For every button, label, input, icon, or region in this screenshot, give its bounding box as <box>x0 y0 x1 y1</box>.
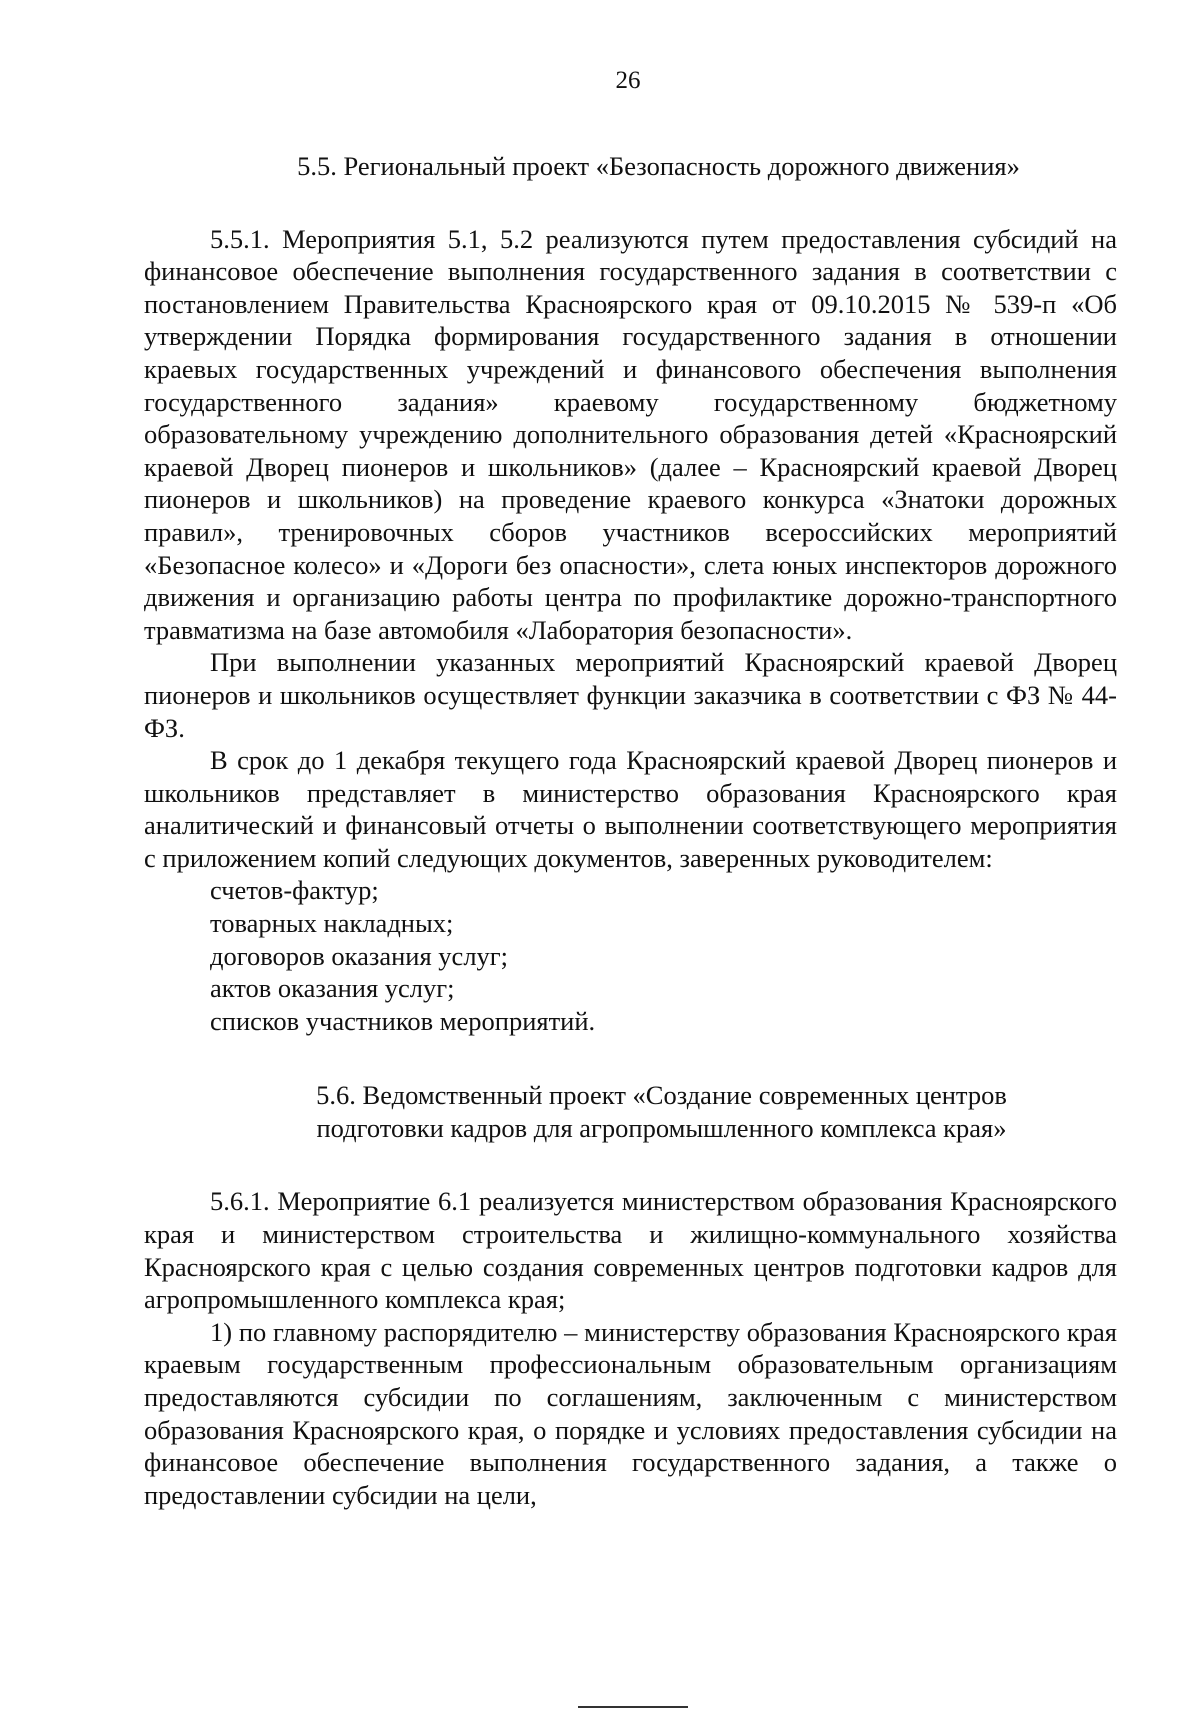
paragraph-reporting-deadline: В срок до 1 декабря текущего года Красноярский краевой Дворец пионеров и школьников представляет в министерство образования Красноярского края аналитический и финансовый отчеты о выполнении соответствующего мероприятия с приложением копий следующих документов, заверенных руководителем: <box>144 745 1117 873</box>
documents-list <box>144 874 1117 1037</box>
paragraph-5-5-1: 5.5.1. Мероприятия 5.1, 5.2 реализуются путем предоставления субсидий на финансовое обеспечение выполнения государственного задания в соответствии с постановлением Правительства Красноярского края от 09.10.2015 № 539-п «Об утверждении Порядка формирования государственного задания в отношении краевых государственных учреждений и финансового обеспечения выполнения государственного задания» краевому государственному бюджетному образовательному учреждению дополнительного образования детей «Красноярский краевой Дворец пионеров и школьников» (далее – Красноярский краевой Дворец пионеров и школьников) на проведение краевого конкурса «Знатоки дорожных правил», тренировочных сборов участников всероссийских мероприятий «Безопасное колесо» и «Дороги без опасности», слета юных инспекторов дорожного движения и организацию работы центра по профилактике дорожно-транспортного травматизма на базе автомобиля «Лаборатория безопасности». <box>144 223 1117 645</box>
document-body <box>144 150 1117 1511</box>
paragraph-customer-functions: При выполнении указанных мероприятий Красноярский краевой Дворец пионеров и школьников осуществляет функции заказчика в соответствии с ФЗ № 44-ФЗ. <box>144 647 1117 743</box>
list-item: счетов-фактур; <box>210 875 379 906</box>
list-item: товарных накладных; <box>210 908 454 939</box>
section-5-6-heading <box>144 1079 1117 1145</box>
list-item: договоров оказания услуг; <box>210 940 509 971</box>
list-item: списков участников мероприятий. <box>210 1005 596 1036</box>
section-5-6-heading-line-1: 5.6. Ведомственный проект «Создание современных центров <box>316 1080 1007 1111</box>
page-number: 26 <box>615 67 641 94</box>
list-item: актов оказания услуг; <box>210 973 455 1004</box>
footer-divider <box>578 1706 688 1708</box>
section-5-6-heading-line-2: подготовки кадров для агропромышленного комплекса края» <box>316 1113 1007 1144</box>
paragraph-5-6-1-item-1: 1) по главному распорядителю – министерству образования Красноярского края краевым государственным профессиональным образовательным организациям предоставляются субсидии по соглашениям, заключенным с министерством образования Красноярского края, о порядке и условиях предоставления субсидии на финансовое обеспечение выполнения государственного задания, а также о предоставлении субсидии на цели, <box>144 1316 1117 1510</box>
section-5-5-heading: 5.5. Региональный проект «Безопасность дорожного движения» <box>297 151 1020 181</box>
paragraph-5-6-1: 5.6.1. Мероприятие 6.1 реализуется министерством образования Красноярского края и министерством строительства и жилищно-коммунального хозяйства Красноярского края с целью создания современных центров подготовки кадров для агропромышленного комплекса края; <box>144 1186 1117 1315</box>
